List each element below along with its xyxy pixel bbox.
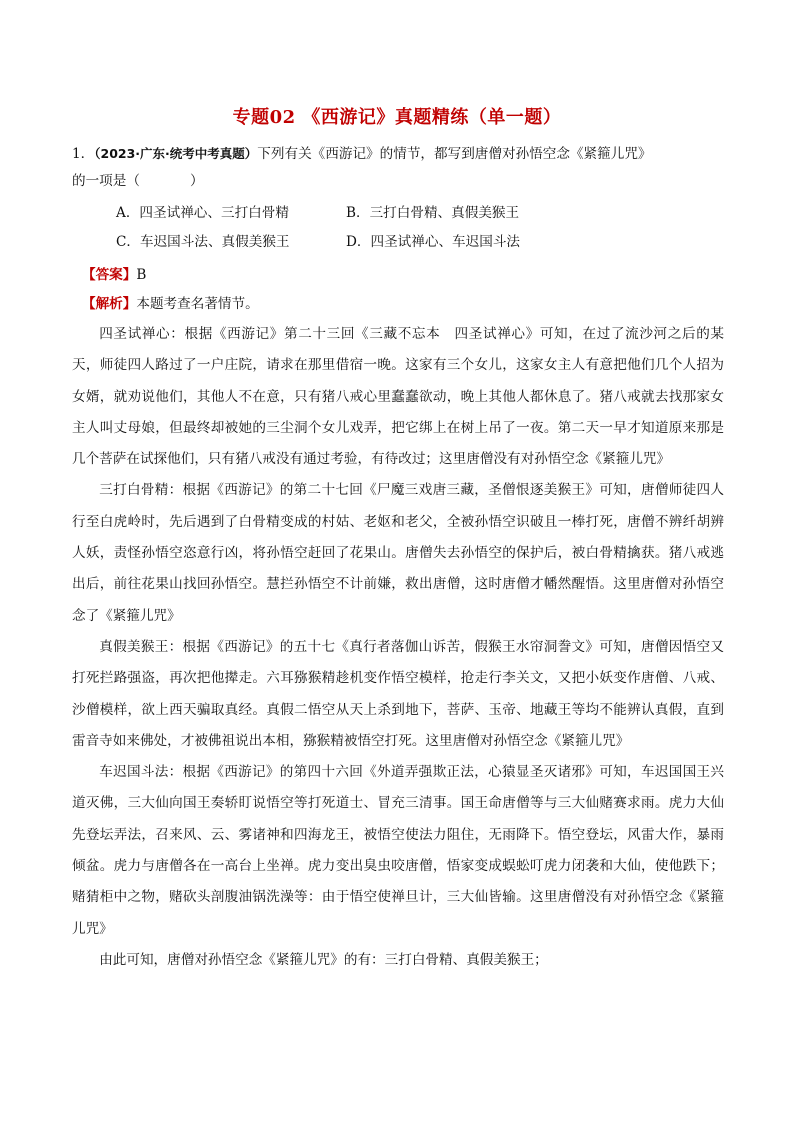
option-d: D．四圣试禅心、车迟国斗法 xyxy=(346,234,521,250)
question-stem-line2 xyxy=(72,168,724,195)
question-stem-close: ） xyxy=(189,173,204,189)
option-c: C．车迟国斗法、真假美猴王 xyxy=(116,234,290,250)
analysis-paragraph: 三打白骨精：根据《西游记》的第二十七回《尸魔三戏唐三藏，圣僧恨逐美猴王》可知，唐僧师徒四人行至白虎岭时，先后遇到了白骨精变成的村姑、老妪和老父，全被孙悟空识破且一棒打死，唐僧不辨纤胡辨人妖，责怪孙悟空恣意行凶，将孙悟空赶回了花果山。唐僧失去孙悟空的保护后，被白骨精擒获。猪八戒逃出后，前往花果山找回孙悟空。慧拦孙悟空不计前嫌，救出唐僧，这时唐僧才幡然醒悟。这里唐僧对孙悟空念了《紧箍儿咒》 xyxy=(72,482,724,624)
analysis-conclusion: 由此可知，唐僧对孙悟空念《紧箍儿咒》的有：三打白骨精、真假美猴王； xyxy=(99,951,548,968)
analysis-line xyxy=(72,290,724,319)
question-stem-part2: 的一项是（ xyxy=(72,173,140,189)
question-source: （2023·广东·统考中考真题） xyxy=(94,146,258,161)
options-row xyxy=(72,228,724,257)
option-a: A．四圣试禅心、三打白骨精 xyxy=(116,205,289,221)
question-stem xyxy=(72,140,724,168)
option-b: B．三打白骨精、真假美猴王 xyxy=(346,205,520,221)
question-number: 1． xyxy=(72,146,95,162)
options-row xyxy=(72,199,724,228)
analysis-paragraph: 车迟国斗法：根据《西游记》的第四十六回《外道弄强欺正法，心猿显圣灭诸邪》可知，车迟国国王兴道灭佛，三大仙向国王奏轿盯说悟空等打死道士、冒充三清事。国王命唐僧等与三大仙赌赛求雨。虎力大仙先登坛弄法，召来风、云、雾诸神和四海龙王，被悟空使法力阻住，无雨降下。悟空登坛，风雷大作，暴雨倾盆。虎力与唐僧各在一高台上坐禅。虎力变出臭虫咬唐僧，悟家变成蜈蚣叮虎力闭袭和大仙，使他跌下；赌猜柜中之物，赌砍头剖腹油锅洗澡等：由于悟空使禅旦计，三大仙皆输。这里唐僧没有对孙悟空念《紧箍儿咒》 xyxy=(72,764,724,937)
options-list xyxy=(72,199,724,257)
analysis-intro: 本题考查名著情节。 xyxy=(136,296,259,312)
question-stem-part1: 下列有关《西游记》的情节，都写到唐僧对孙悟空念《紧箍儿咒》 xyxy=(257,146,652,162)
analysis-label: 【解析】 xyxy=(82,296,137,312)
analysis-paragraph: 真假美猴王：根据《西游记》的五十七《真行者落伽山诉苦，假猴王水帘洞誊文》可知，唐僧因悟空又打死拦路强盗，再次把他撵走。六耳猕猴精趁机变作悟空模样，抢走行李关文，又把小妖变作唐僧、八戒、沙僧模样，欲上西天骗取真经。真假二悟空从天上杀到地下，菩萨、玉帝、地藏王等均不能辨认真假，直到雷音寺如来佛处，才被佛祖说出本相，猕猴精被悟空打死。这里唐僧对孙悟空念《紧箍儿咒》 xyxy=(72,638,724,749)
analysis-paragraph: 四圣试禅心：根据《西游记》第二十三回《三藏不忘本 四圣试禅心》可知，在过了流沙河之后的某天，师徒四人路过了一户庄院，请求在那里借宿一晚。这家有三个女儿，这家女主人有意把他们几个人招为女婿，就劝说他们，其他人不在意，只有猪八戒心里蠢蠢欲动，晚上其他人都休息了。猪八戒就去找那家女主人叫丈母娘，但最终却被她的三尘洞个女儿戏弄，把它绑上在树上吊了一夜。第二天一早才知道原来那是几个菩萨在试探他们，只有猪八戒没有通过考验，有待改过；这里唐僧没有对孙悟空念《紧箍儿咒》 xyxy=(72,326,724,468)
answer-line xyxy=(72,261,724,290)
page-title: 专题02 《西游记》真题精练（单一题） xyxy=(232,107,562,128)
answer-value: B xyxy=(136,267,147,283)
question-block xyxy=(72,140,724,976)
answer-label: 【答案】 xyxy=(82,267,137,283)
